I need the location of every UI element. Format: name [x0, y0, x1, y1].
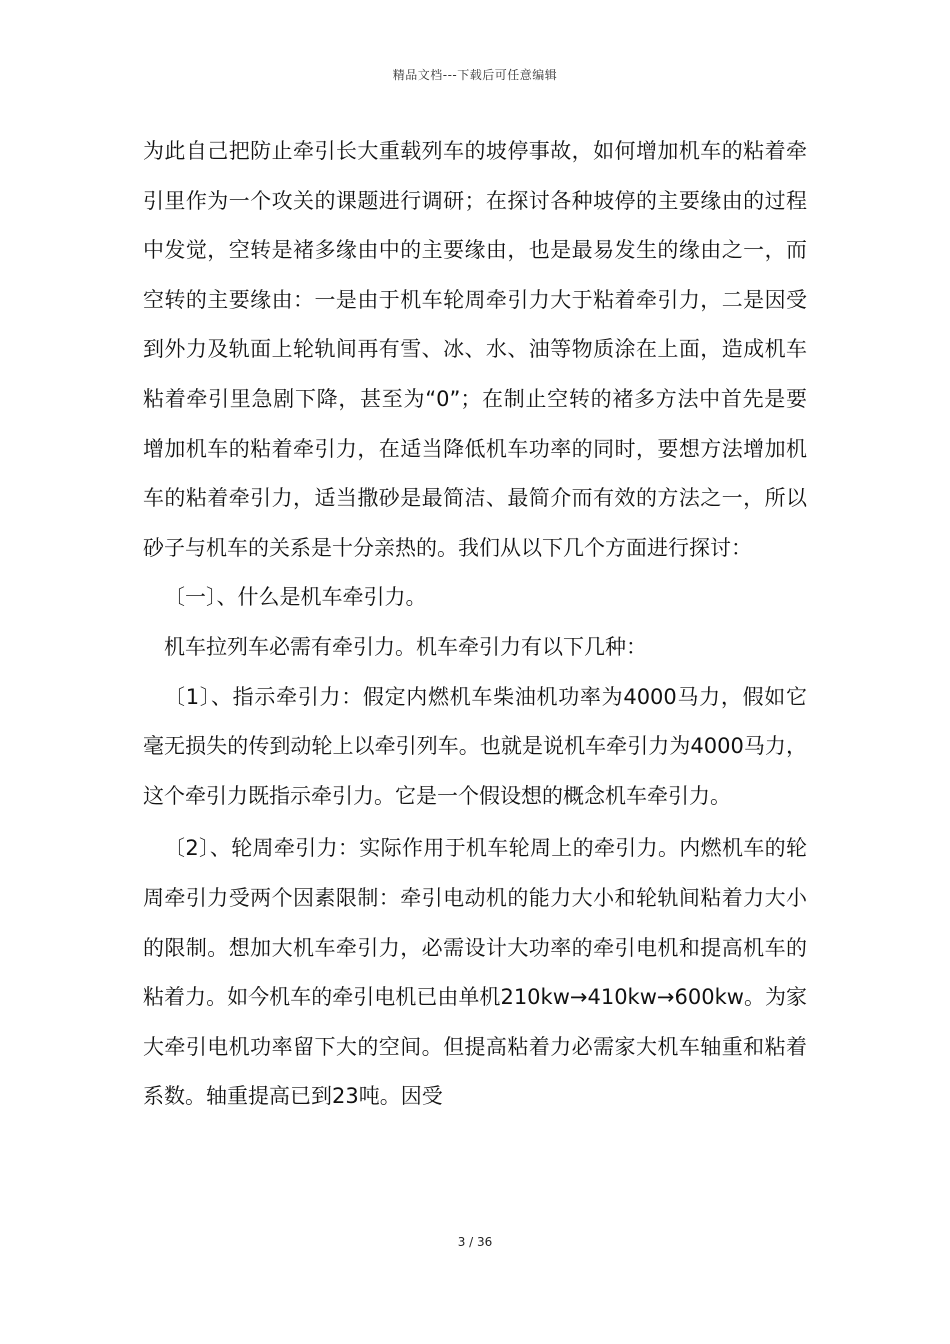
- paragraph-intro: 为此自己把防止牵引长大重载列车的坡停事故，如何增加机车的粘着牵引里作为一个攻关的课题进行调研；在探讨各种坡停的主要缘由的过程中发觉，空转是褚多缘由中的主要缘由，也是最易发生的缘由之一，而空转的主要缘由：一是由于机车轮周牵引力大于粘着牵引力，二是因受到外力及轨面上轮轨间再有雪、冰、水、油等物质涂在上面，造成机车粘着牵引里急剧下降，甚至为“0”；在制止空转的褚多方法中首先是要增加机车的粘着牵引力，在适当降低机车功率的同时，要想方法增加机车的粘着牵引力，适当撒砂是最简洁、最简介而有效的方法之一，所以砂子与机车的关系是十分亲热的。我们从以下几个方面进行探讨：: [143, 139, 807, 560]
- page-number: 3 / 36: [457, 1235, 493, 1249]
- paragraph-traction-types: 机车拉列车必需有牵引力。机车牵引力有以下几种：: [164, 634, 647, 659]
- paragraph-indicated-traction: 〔1〕、指示牵引力：假定内燃机车柴油机功率为4000马力，假如它毫无损失的传到动轮上以牵引列车。也就是说机车牵引力为4000马力，这个牵引力既指示牵引力。它是一个假设想的概念机车牵引力。: [143, 684, 807, 808]
- document-body: [143, 127, 807, 1122]
- section-heading-1: 〔一〕、什么是机车牵引力。: [164, 585, 427, 610]
- page-header: 精品文档---下载后可任意编辑: [392, 68, 558, 82]
- paragraph-wheel-traction: 〔2〕、轮周牵引力：实际作用于机车轮周上的牵引力。内燃机车的轮周牵引力受两个因素限制：牵引电动机的能力大小和轮轨间粘着力大小的限制。想加大机车牵引力，必需设计大功率的牵引电机和提高机车的粘着力。如今机车的牵引电机已由单机210kw→410kw→600kw。为家大牵引电机功率留下大的空间。但提高粘着力必需家大机车轴重和粘着系数。轴重提高已到23吨。因受: [143, 836, 807, 1109]
